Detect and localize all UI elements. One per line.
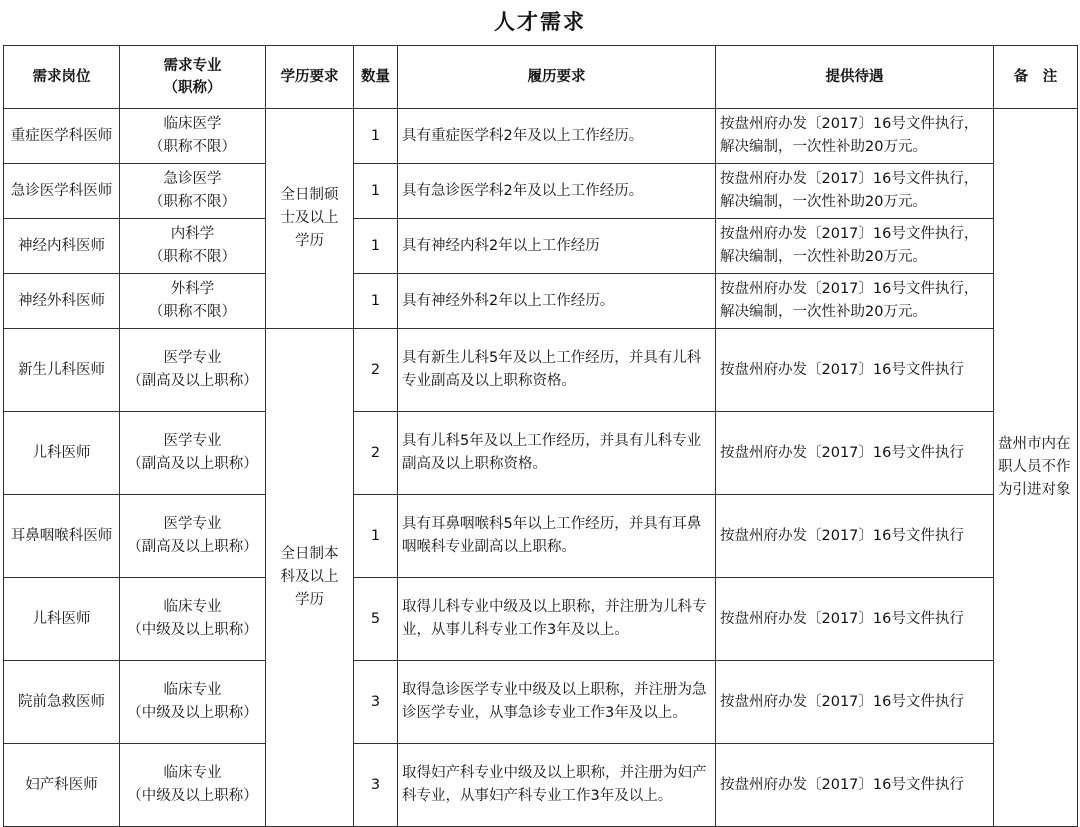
header-count: 数量 bbox=[354, 46, 398, 109]
cell-count: 1 bbox=[354, 495, 398, 578]
cell-benefits: 按盘州府办发〔2017〕16号文件执行，解决编制，一次性补助20万元。 bbox=[716, 274, 994, 329]
cell-benefits: 按盘州府办发〔2017〕16号文件执行 bbox=[716, 329, 994, 412]
cell-major-name: 内科学 bbox=[170, 226, 215, 242]
cell-benefits: 按盘州府办发〔2017〕16号文件执行 bbox=[716, 412, 994, 495]
cell-count: 1 bbox=[354, 274, 398, 329]
cell-benefits: 按盘州府办发〔2017〕16号文件执行，解决编制，一次性补助20万元。 bbox=[716, 219, 994, 274]
cell-remark: 盘州市内在职人员不作为引进对象 bbox=[994, 109, 1078, 827]
table-row bbox=[4, 164, 1078, 219]
cell-major-title: （中级及以上职称） bbox=[127, 788, 258, 804]
cell-count: 1 bbox=[354, 109, 398, 164]
cell-major-title: （职称不限） bbox=[149, 249, 236, 265]
cell-education-master: 全日制硕 士及以上 学历 bbox=[266, 109, 354, 329]
cell-major-title: （中级及以上职称） bbox=[127, 622, 258, 638]
cell-major-name: 临床专业 bbox=[163, 682, 222, 698]
cell-position: 神经内科医师 bbox=[4, 219, 120, 274]
cell-major bbox=[120, 109, 266, 164]
cell-count: 1 bbox=[354, 164, 398, 219]
cell-benefits: 按盘州府办发〔2017〕16号文件执行 bbox=[716, 495, 994, 578]
cell-major bbox=[120, 329, 266, 412]
table-row bbox=[4, 661, 1078, 744]
table-row bbox=[4, 495, 1078, 578]
cell-major bbox=[120, 578, 266, 661]
cell-major-title: （副高及以上职称） bbox=[127, 539, 258, 555]
cell-major-title: （中级及以上职称） bbox=[127, 705, 258, 721]
cell-experience: 具有儿科5年及以上工作经历，并具有儿科专业副高及以上职称资格。 bbox=[398, 412, 716, 495]
cell-major-name: 临床专业 bbox=[163, 599, 222, 615]
table-row bbox=[4, 109, 1078, 164]
cell-benefits: 按盘州府办发〔2017〕16号文件执行 bbox=[716, 744, 994, 827]
table-row bbox=[4, 329, 1078, 412]
cell-position: 儿科医师 bbox=[4, 412, 120, 495]
cell-count: 1 bbox=[354, 219, 398, 274]
cell-major bbox=[120, 412, 266, 495]
cell-major bbox=[120, 164, 266, 219]
cell-experience: 具有耳鼻咽喉科5年以上工作经历，并具有耳鼻咽喉科专业副高以上职称。 bbox=[398, 495, 716, 578]
cell-position: 重症医学科医师 bbox=[4, 109, 120, 164]
table-row bbox=[4, 744, 1078, 827]
cell-experience: 取得急诊医学专业中级及以上职称，并注册为急诊医学专业，从事急诊专业工作3年及以上。 bbox=[398, 661, 716, 744]
cell-major bbox=[120, 495, 266, 578]
cell-major-title: （职称不限） bbox=[149, 139, 236, 155]
cell-benefits: 按盘州府办发〔2017〕16号文件执行，解决编制，一次性补助20万元。 bbox=[716, 109, 994, 164]
cell-major-name: 急诊医学 bbox=[163, 171, 222, 187]
page-title: 人才需求 bbox=[494, 10, 586, 34]
cell-count: 5 bbox=[354, 578, 398, 661]
cell-experience: 具有新生儿科5年及以上工作经历，并具有儿科专业副高及以上职称资格。 bbox=[398, 329, 716, 412]
cell-education-bachelor: 全日制本 科及以上 学历 bbox=[266, 329, 354, 827]
cell-major-title: （职称不限） bbox=[149, 194, 236, 210]
cell-benefits: 按盘州府办发〔2017〕16号文件执行，解决编制，一次性补助20万元。 bbox=[716, 164, 994, 219]
cell-major bbox=[120, 219, 266, 274]
cell-major-name: 医学专业 bbox=[163, 350, 222, 366]
cell-major-name: 临床医学 bbox=[163, 116, 222, 132]
talent-demand-table bbox=[3, 45, 1078, 827]
header-remarks: 备 注 bbox=[994, 46, 1078, 109]
table-header-row bbox=[4, 46, 1078, 109]
header-major-line1: 需求专业 bbox=[163, 58, 222, 74]
cell-experience: 取得妇产科专业中级及以上职称，并注册为妇产科专业，从事妇产科专业工作3年及以上。 bbox=[398, 744, 716, 827]
cell-experience: 具有神经外科2年以上工作经历。 bbox=[398, 274, 716, 329]
cell-major-title: （职称不限） bbox=[149, 304, 236, 320]
table-row bbox=[4, 274, 1078, 329]
cell-benefits: 按盘州府办发〔2017〕16号文件执行 bbox=[716, 578, 994, 661]
cell-experience: 具有重症医学科2年及以上工作经历。 bbox=[398, 109, 716, 164]
cell-major-name: 医学专业 bbox=[163, 433, 222, 449]
cell-position: 院前急救医师 bbox=[4, 661, 120, 744]
cell-position: 妇产科医师 bbox=[4, 744, 120, 827]
header-major-line2: （职称） bbox=[163, 80, 222, 96]
cell-major-title: （副高及以上职称） bbox=[127, 456, 258, 472]
table-row bbox=[4, 578, 1078, 661]
cell-experience: 取得儿科专业中级及以上职称，并注册为儿科专业，从事儿科专业工作3年及以上。 bbox=[398, 578, 716, 661]
cell-position: 耳鼻咽喉科医师 bbox=[4, 495, 120, 578]
cell-position: 新生儿科医师 bbox=[4, 329, 120, 412]
cell-major-name: 临床专业 bbox=[163, 765, 222, 781]
cell-count: 3 bbox=[354, 744, 398, 827]
cell-count: 2 bbox=[354, 412, 398, 495]
cell-major-title: （副高及以上职称） bbox=[127, 373, 258, 389]
cell-major-name: 外科学 bbox=[170, 281, 215, 297]
header-major bbox=[120, 46, 266, 109]
header-benefits: 提供待遇 bbox=[716, 46, 994, 109]
cell-experience: 具有急诊医学科2年及以上工作经历。 bbox=[398, 164, 716, 219]
cell-position: 急诊医学科医师 bbox=[4, 164, 120, 219]
header-position: 需求岗位 bbox=[4, 46, 120, 109]
table-row bbox=[4, 219, 1078, 274]
cell-major bbox=[120, 661, 266, 744]
cell-major bbox=[120, 274, 266, 329]
cell-count: 2 bbox=[354, 329, 398, 412]
header-education: 学历要求 bbox=[266, 46, 354, 109]
cell-major bbox=[120, 744, 266, 827]
table-row bbox=[4, 412, 1078, 495]
cell-experience: 具有神经内科2年以上工作经历 bbox=[398, 219, 716, 274]
cell-position: 儿科医师 bbox=[4, 578, 120, 661]
cell-major-name: 医学专业 bbox=[163, 516, 222, 532]
header-experience: 履历要求 bbox=[398, 46, 716, 109]
cell-position: 神经外科医师 bbox=[4, 274, 120, 329]
cell-count: 3 bbox=[354, 661, 398, 744]
cell-benefits: 按盘州府办发〔2017〕16号文件执行 bbox=[716, 661, 994, 744]
